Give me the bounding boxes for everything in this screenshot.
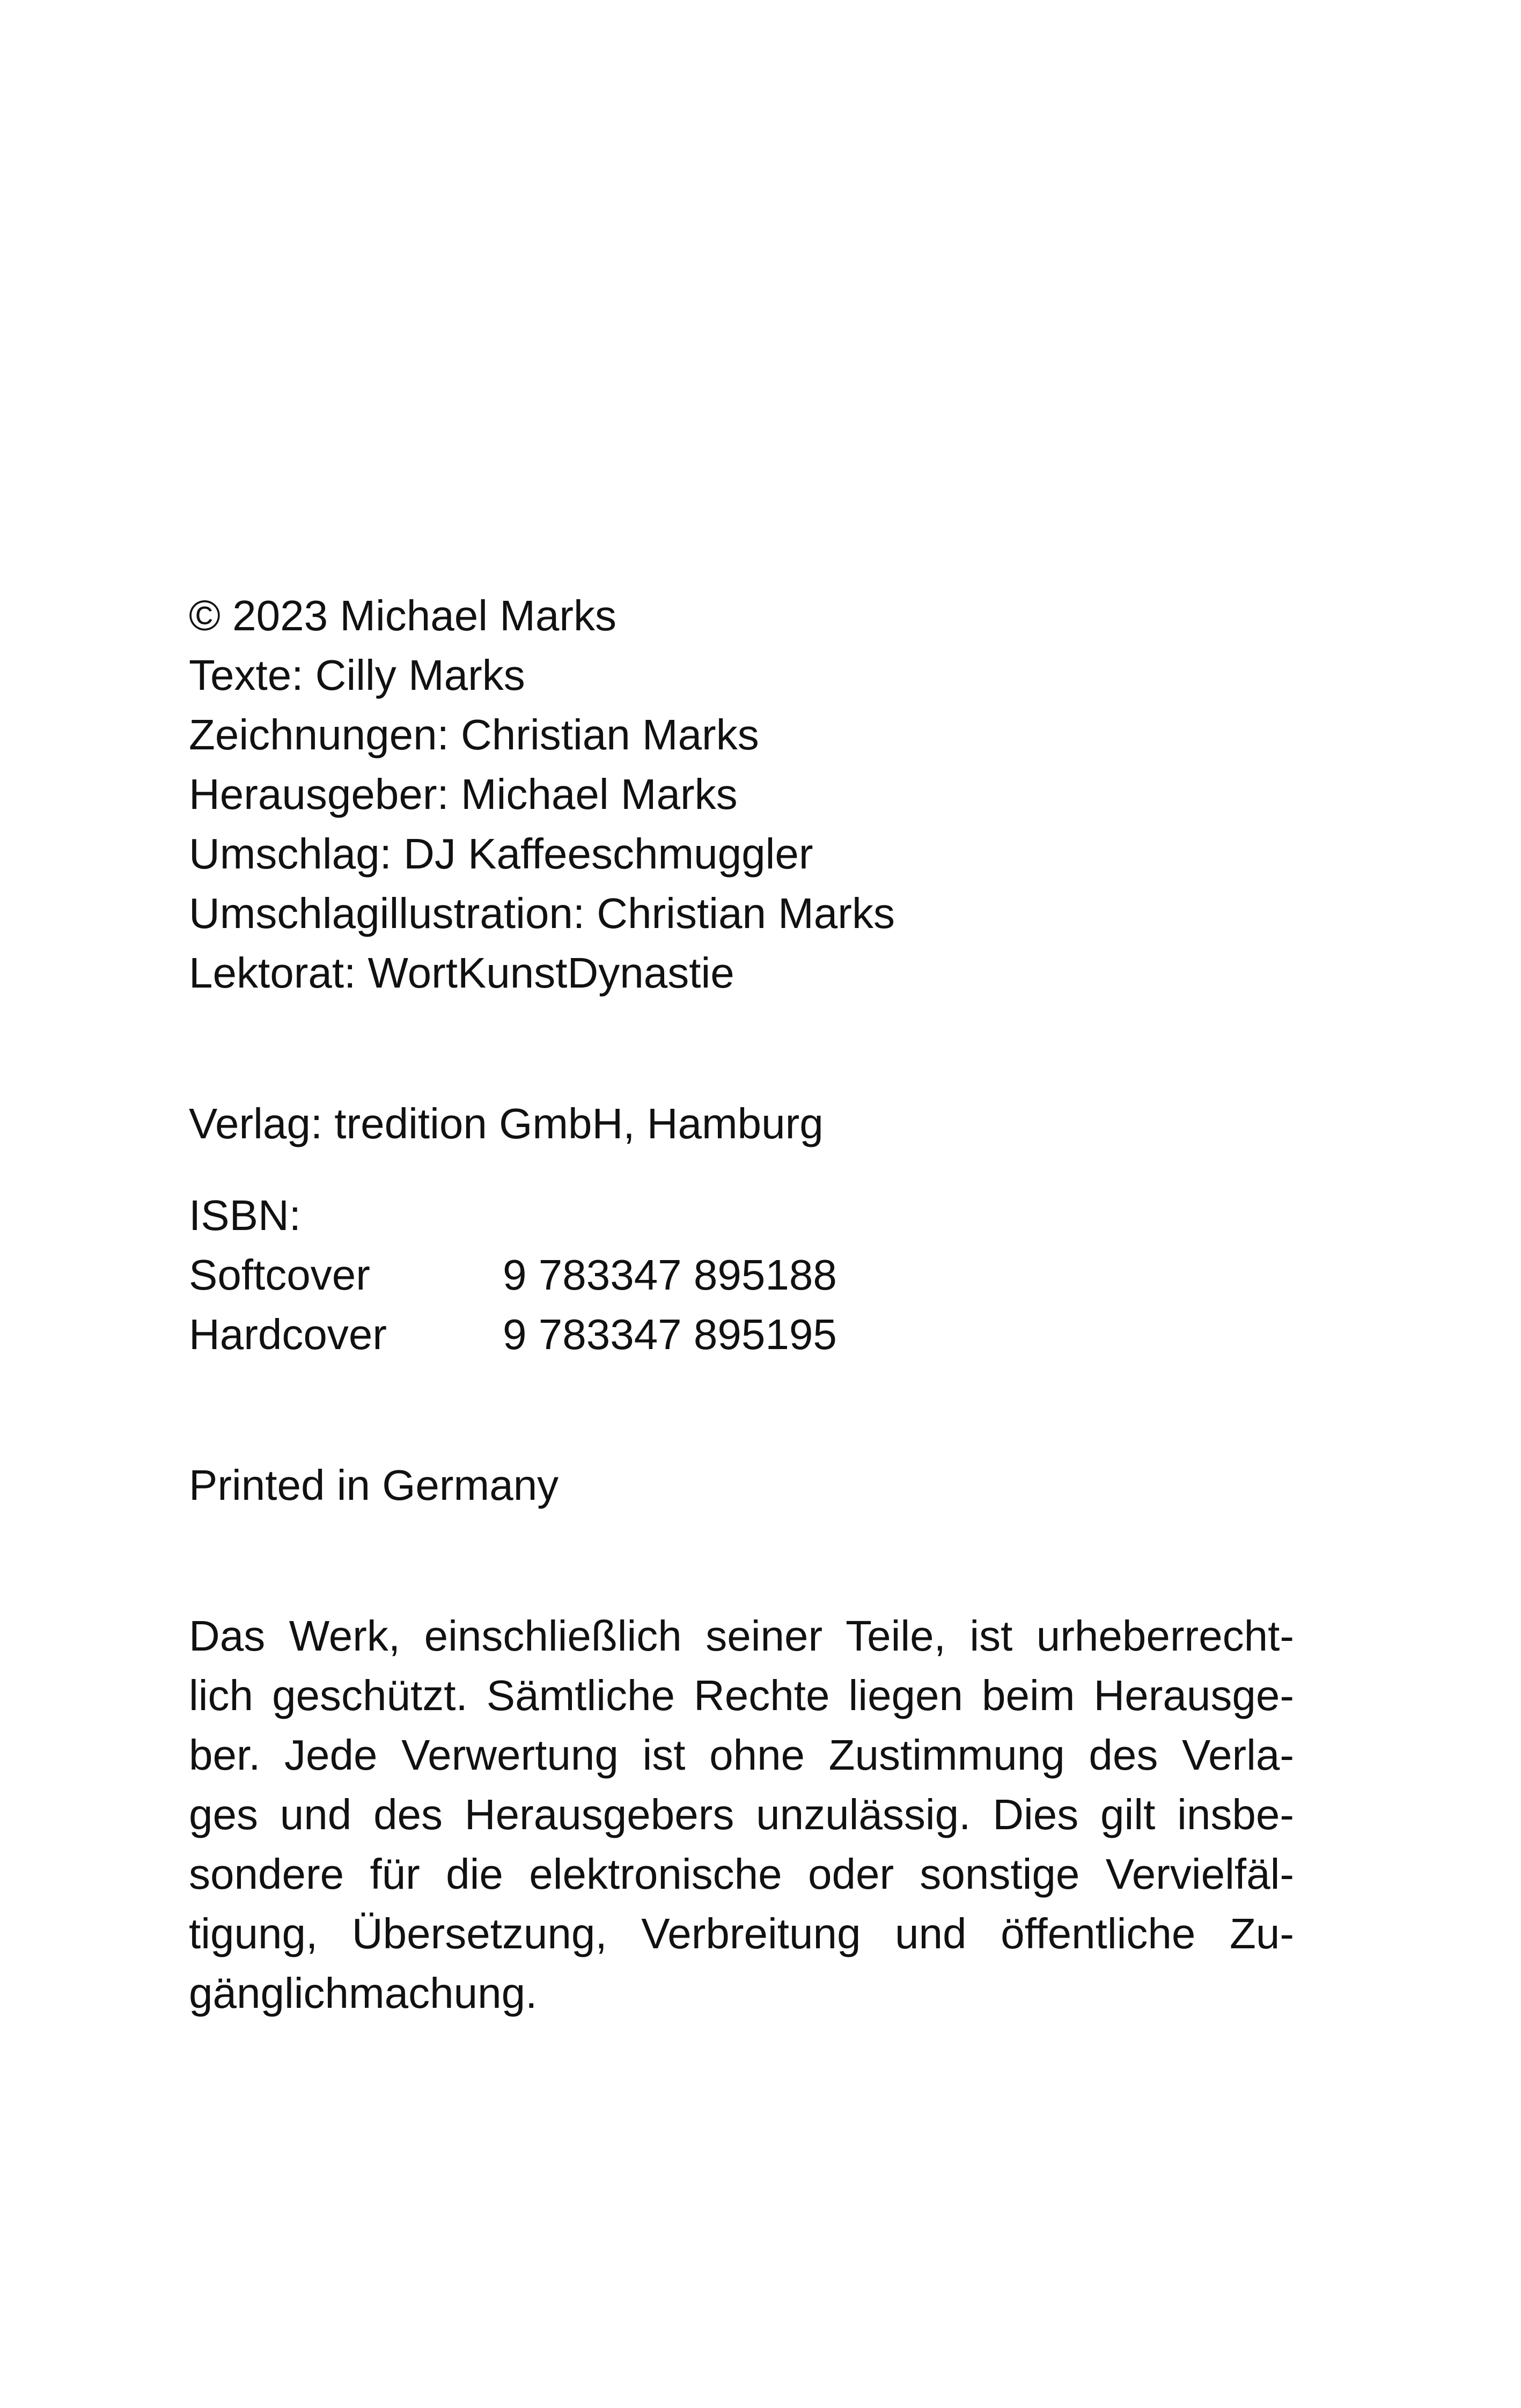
copyright-notice-line: sondere für die elektronische oder sonstige Vervielfäl- — [189, 1850, 1294, 1898]
printed-in-line: Printed in Germany — [189, 1461, 559, 1509]
cover-illustration-credit: Umschlagillustration: Christian Marks — [189, 889, 895, 937]
spacer — [189, 1515, 1294, 1606]
isbn-label: Softcover — [189, 1251, 370, 1299]
drawings-credit: Zeichnungen: Christian Marks — [189, 711, 759, 759]
spacer — [189, 1003, 1294, 1094]
proofreading-credit: Lektorat: WortKunstDynastie — [189, 949, 734, 997]
copyright-notice-line: ges und des Herausgebers unzulässig. Dies gilt insbe- — [189, 1791, 1294, 1838]
isbn-row-hardcover — [189, 1305, 1294, 1364]
copyright-notice-line: Das Werk, einschließlich seiner Teile, ist urheberrecht- — [189, 1612, 1294, 1660]
editor-credit: Herausgeber: Michael Marks — [189, 770, 738, 818]
isbn-block — [189, 1185, 1294, 1364]
credits-block — [189, 586, 1294, 1003]
spacer — [189, 1364, 1294, 1455]
texts-credit: Texte: Cilly Marks — [189, 651, 525, 699]
copyright-line: © 2023 Michael Marks — [189, 592, 617, 639]
copyright-notice-line: gänglichmachung. — [189, 1969, 538, 2017]
spacer — [189, 1153, 1294, 1185]
cover-credit: Umschlag: DJ Kaffeeschmuggler — [189, 830, 813, 878]
isbn-row-softcover — [189, 1245, 1294, 1305]
isbn-number: 9 783347 895195 — [503, 1310, 837, 1358]
isbn-label: Hardcover — [189, 1310, 387, 1358]
imprint-content — [189, 586, 1294, 2023]
copyright-notice-line: tigung, Übersetzung, Verbreitung und öffentliche Zu- — [189, 1910, 1294, 1957]
copyright-notice-line: lich geschützt. Sämtliche Rechte liegen beim Herausge- — [189, 1671, 1294, 1719]
isbn-heading: ISBN: — [189, 1191, 301, 1239]
publisher-line: Verlag: tredition GmbH, Hamburg — [189, 1100, 824, 1147]
isbn-number: 9 783347 895188 — [503, 1251, 837, 1299]
copyright-notice — [189, 1606, 1294, 2023]
copyright-notice-line: ber. Jede Verwertung ist ohne Zustimmung des Verla- — [189, 1731, 1294, 1779]
